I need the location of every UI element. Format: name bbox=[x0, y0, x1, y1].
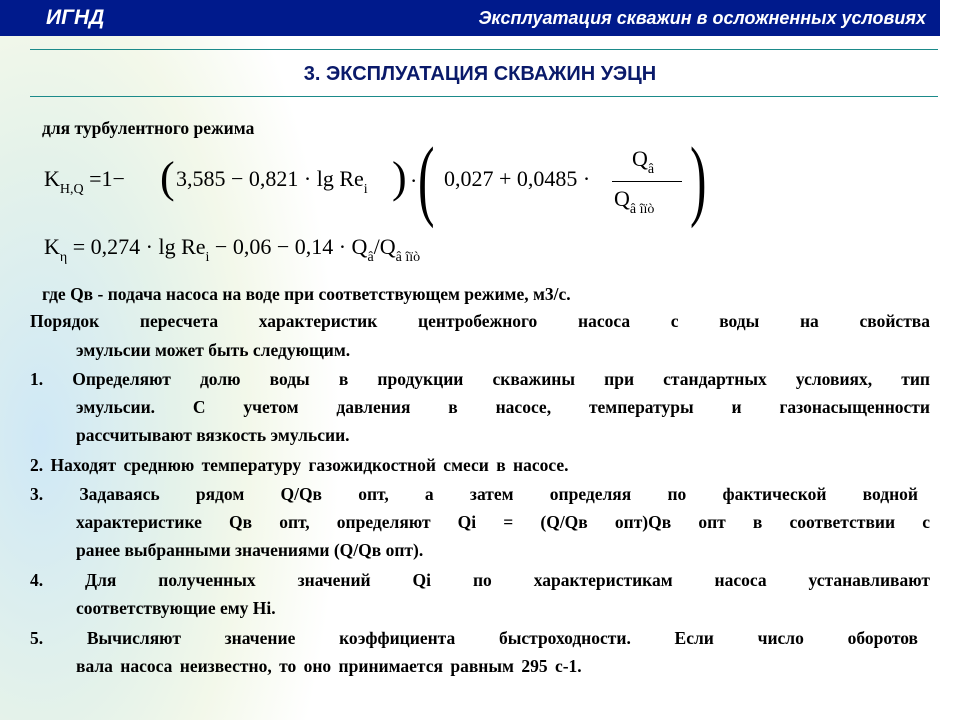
formula1-paren-open: ( bbox=[160, 153, 175, 202]
formula1-numerator bbox=[632, 146, 655, 177]
formula1-den: Q bbox=[614, 186, 630, 211]
p2-line1: 2. Находят среднюю температуру газожидкостной смеси в насосе. bbox=[30, 455, 569, 475]
formula1-dot: · bbox=[410, 168, 418, 193]
formula2-slash: /Q bbox=[373, 234, 396, 259]
divider-title bbox=[30, 96, 938, 97]
formula1-k-sub: H,Q bbox=[59, 182, 84, 197]
p0-line1: Порядок пересчета характеристик центробежного насоса с воды на свойства bbox=[30, 311, 930, 331]
p5-line1: 5. Вычисляют значение коэффициента быстроходности. Если число оборотов bbox=[30, 628, 918, 648]
formula1-left bbox=[44, 166, 125, 197]
formula2-expr2: − 0,06 − 0,14 · Q bbox=[214, 234, 368, 259]
p3-line2: характеристике Qв опт, определяют Qi = (Q/Qв опт)Qв опт в соответствии с bbox=[76, 512, 930, 532]
header-bar bbox=[0, 0, 940, 36]
formula2-q2-sub: â îïò bbox=[395, 250, 421, 265]
formula1-re-sub: i bbox=[363, 182, 368, 197]
fraction-bar bbox=[612, 181, 682, 182]
p3-line1: 3. Задаваясь рядом Q/Qв опт, а затем определяя по фактической водной bbox=[30, 484, 918, 504]
formula1-inner bbox=[176, 166, 368, 197]
divider-top bbox=[30, 49, 938, 50]
course-title: Эксплуатация скважин в осложненных условиях bbox=[478, 8, 926, 28]
p4-line1: 4. Для полученных значений Qi по характеристикам насоса устанавливают bbox=[30, 570, 930, 590]
p0-line2: эмульсии может быть следующим. bbox=[76, 340, 351, 360]
p1-line1: 1. Определяют долю воды в продукции скважины при стандартных условиях, тип bbox=[30, 369, 930, 389]
formula1-paren-close: ) bbox=[392, 153, 407, 202]
p5-line2: вала насоса неизвестно, то оно принимается равным 295 с-1. bbox=[76, 656, 582, 676]
slide-title: 3. ЭКСПЛУАТАЦИЯ СКВАЖИН УЭЦН bbox=[303, 63, 657, 85]
formula1-k: K bbox=[44, 166, 60, 191]
formula2-re-sub: i bbox=[205, 250, 210, 265]
formula2-k-sub: η bbox=[59, 250, 68, 265]
formula1-bigparen-open: ( bbox=[418, 130, 435, 229]
formula1-denominator bbox=[614, 186, 655, 217]
formula1-num-sub: â bbox=[647, 162, 655, 177]
formula2-q-sub: â bbox=[367, 250, 374, 265]
intro-text: для турбулентного режима bbox=[42, 118, 255, 138]
p1-line3: рассчитывают вязкость эмульсии. bbox=[76, 425, 350, 445]
formula1-coef: 0,027 + 0,0485 · bbox=[444, 166, 591, 191]
formula2-expr1: = 0,274 · lg Re bbox=[72, 234, 206, 259]
p1-line2: эмульсии. С учетом давления в насосе, температуры и газонасыщенности bbox=[76, 397, 930, 417]
formula1-bigparen-close: ) bbox=[690, 130, 707, 229]
formula1-eq: =1− bbox=[89, 166, 125, 191]
formula2-k: K bbox=[44, 234, 60, 259]
formula1-den-sub: â îïò bbox=[629, 202, 655, 217]
formula-k-eta bbox=[44, 234, 421, 265]
where-text: где Qв - подача насоса на воде при соответствующем режиме, м3/с. bbox=[42, 284, 571, 304]
formula1-inner-expr: 3,585 − 0,821 · lg Re bbox=[176, 166, 364, 191]
p3-line3: ранее выбранными значениями (Q/Qв опт). bbox=[76, 540, 424, 560]
formula1-num: Q bbox=[632, 146, 648, 171]
org-name: ИГНД bbox=[46, 6, 105, 29]
p4-line2: соответствующие ему Hi. bbox=[76, 598, 276, 618]
